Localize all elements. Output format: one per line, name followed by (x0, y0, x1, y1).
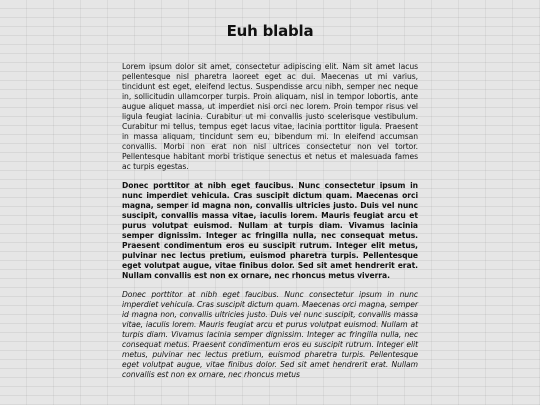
paragraph-regular: Lorem ipsum dolor sit amet, consectetur adipiscing elit. Nam sit amet lacus pellentesque nisl pharetra laoreet eget ac dui. Maecenas ut mi varius, tincidunt est eget, eleifend lectus. Suspendisse arcu nibh, semper nec neque in, sollicitudin ullamcorper turpis. Proin aliquam, nisl in tempor lobortis, ante augue aliquet massa, ut imperdiet nisi orci nec lorem. Proin tempor risus vel ligula feugiat lacinia. Curabitur ut mi convallis justo scelerisque vestibulum. Curabitur mi tellus, tempus eget lacus vitae, lacinia porttitor ligula. Praesent in massa aliquam, tincidunt sem eu, bibendum mi. In eleifend accumsan convallis. Morbi non erat non nisl ultrices consectetur non vel tortor. Pellentesque habitant morbi tristique senectus et netus et malesuada fames ac turpis egestas. (122, 62, 418, 171)
paragraph-bold: Donec porttitor at nibh eget faucibus. Nunc consectetur ipsum in nunc imperdiet vehicula. Cras suscipit dictum quam. Maecenas orci magna, semper id magna non, convallis ultricies justo. Duis vel nunc suscipit, convallis massa vitae, iaculis lorem. Mauris feugiat arcu et purus volutpat euismod. Nullam at turpis diam. Vivamus lacinia semper dignissim. Integer ac fringilla nulla, nec consequat metus. Praesent condimentum eros eu suscipit rutrum. Integer elit metus, pulvinar nec lectus pretium, euismod pharetra turpis. Pellentesque eget volutpat augue, vitae finibus dolor. Sed sit amet hendrerit erat. Nullam convallis est non ex ornare, nec rhoncus metus viverra. (122, 181, 418, 280)
page-title: Euh blabla (226, 22, 314, 40)
document-body (122, 62, 418, 389)
paragraph-italic: Donec porttitor at nibh eget faucibus. Nunc consectetur ipsum in nunc imperdiet vehicula. Cras suscipit dictum quam. Maecenas orci magna, semper id magna non, convallis ultricies justo. Duis vel nunc suscipit, convallis massa vitae, iaculis lorem. Mauris feugiat arcu et purus volutpat euismod. Nullam at turpis diam. Vivamus lacinia semper dignissim. Integer ac fringilla nulla, nec consequat metus. Praesent condimentum eros eu suscipit rutrum. Integer elit metus, pulvinar nec lectus pretium, euismod pharetra turpis. Pellentesque eget volutpat augue, vitae finibus dolor. Sed sit amet hendrerit erat. Nullam convallis est non ex ornare, nec rhoncus metus (122, 290, 418, 379)
